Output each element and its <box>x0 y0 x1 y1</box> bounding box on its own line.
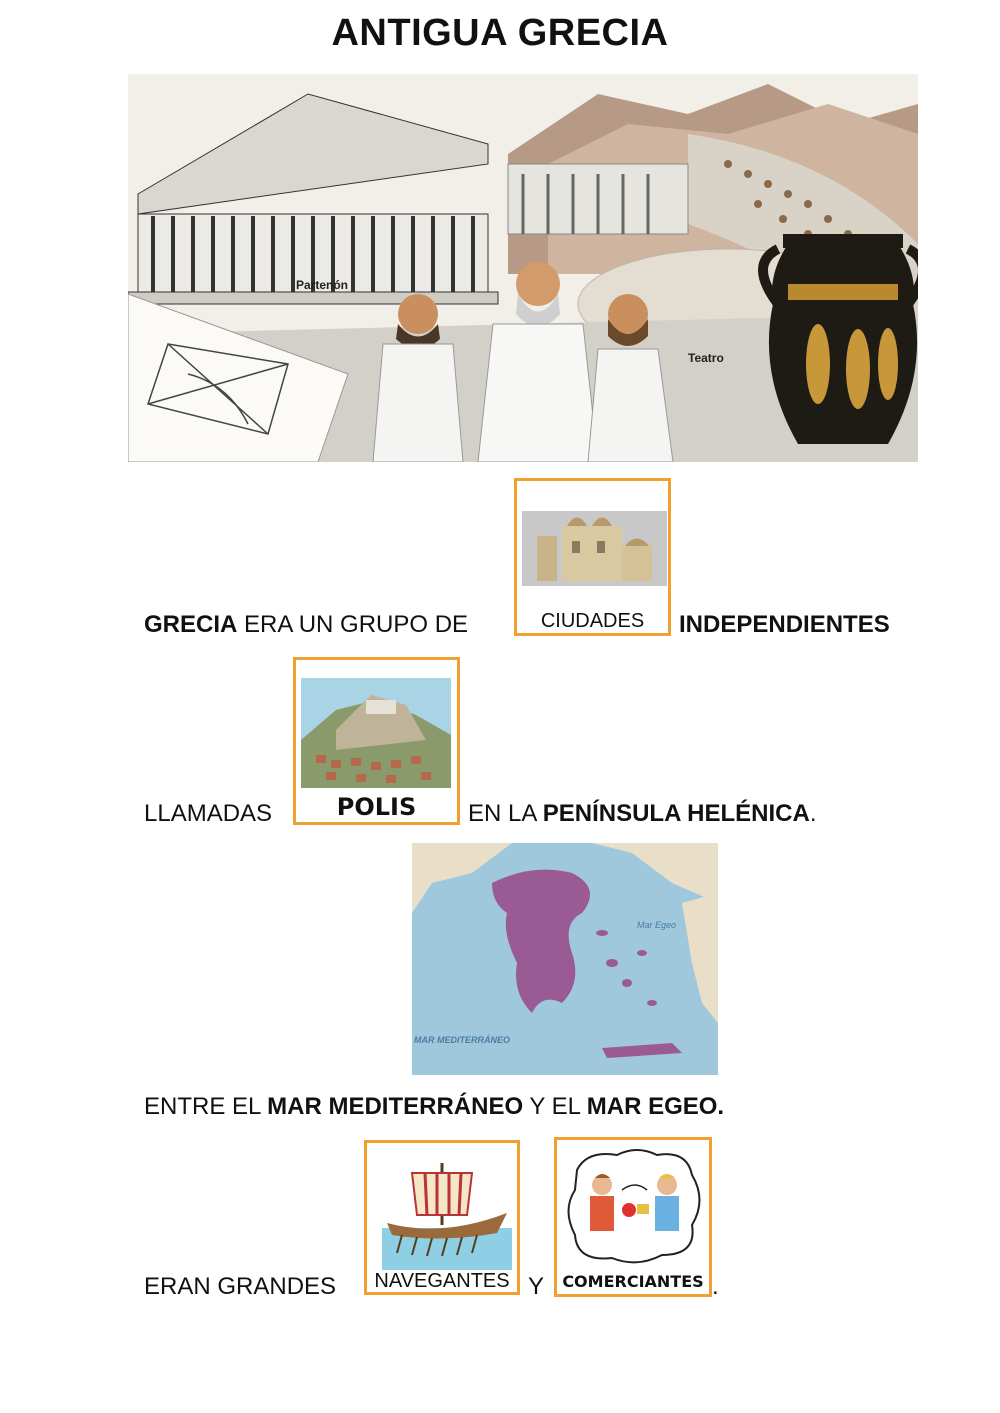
word-grecia: GRECIA <box>144 611 238 638</box>
hero-illustration <box>128 74 918 462</box>
page-title: ANTIGUA GRECIA <box>331 12 669 54</box>
polis-icon <box>296 660 457 794</box>
theatre-label: Teatro <box>688 351 724 365</box>
card-caption-ciudades: CIUDADES <box>517 609 668 633</box>
card-comerciantes <box>554 1137 712 1297</box>
sentence-3 <box>144 1093 724 1121</box>
card-caption-navegantes: NAVEGANTES <box>367 1270 517 1292</box>
sentence-2-start <box>144 800 272 828</box>
sentence-4-text-1: ERAN GRANDES <box>144 1273 337 1300</box>
sentence-1-end <box>679 611 890 639</box>
greece-map <box>412 843 718 1075</box>
aegean-label: Mar Egeo <box>637 920 677 930</box>
card-caption-polis: POLIS <box>296 792 457 822</box>
card-ciudades <box>514 478 671 636</box>
sentence-1-text: ERA UN GRUPO DE <box>237 611 469 638</box>
word-mediterraneo: MAR MEDITERRÁNEO <box>267 1093 524 1120</box>
card-polis <box>293 657 460 825</box>
card-caption-comerciantes: COMERCIANTES <box>557 1270 709 1294</box>
sentence-2-end <box>468 800 817 828</box>
sentence-2-period: . <box>809 800 817 827</box>
sentence-4-end <box>712 1273 719 1301</box>
sentence-4-start <box>144 1273 336 1301</box>
sentence-4-period: . <box>712 1273 719 1300</box>
sentence-2-text: LLAMADAS <box>144 800 273 827</box>
mediterranean-label: MAR MEDITERRÁNEO <box>414 1035 510 1045</box>
word-peninsula: PENÍNSULA HELÉNICA <box>542 800 810 827</box>
card-navegantes <box>364 1140 520 1295</box>
sentence-4-text-2: Y <box>528 1273 545 1300</box>
ship-icon <box>367 1143 517 1271</box>
word-egeo: MAR EGEO. <box>586 1093 725 1120</box>
trade-icon <box>557 1140 709 1270</box>
sentence-1 <box>144 611 468 639</box>
word-independientes: INDEPENDIENTES <box>679 611 890 638</box>
sentence-3-text-1: ENTRE EL <box>144 1093 268 1120</box>
cities-icon <box>517 481 668 609</box>
sentence-3-text-2: Y EL <box>523 1093 587 1120</box>
sentence-4-mid <box>528 1273 544 1301</box>
sentence-2-text-2: EN LA <box>468 800 543 827</box>
parthenon-label: Partenón <box>296 278 349 292</box>
